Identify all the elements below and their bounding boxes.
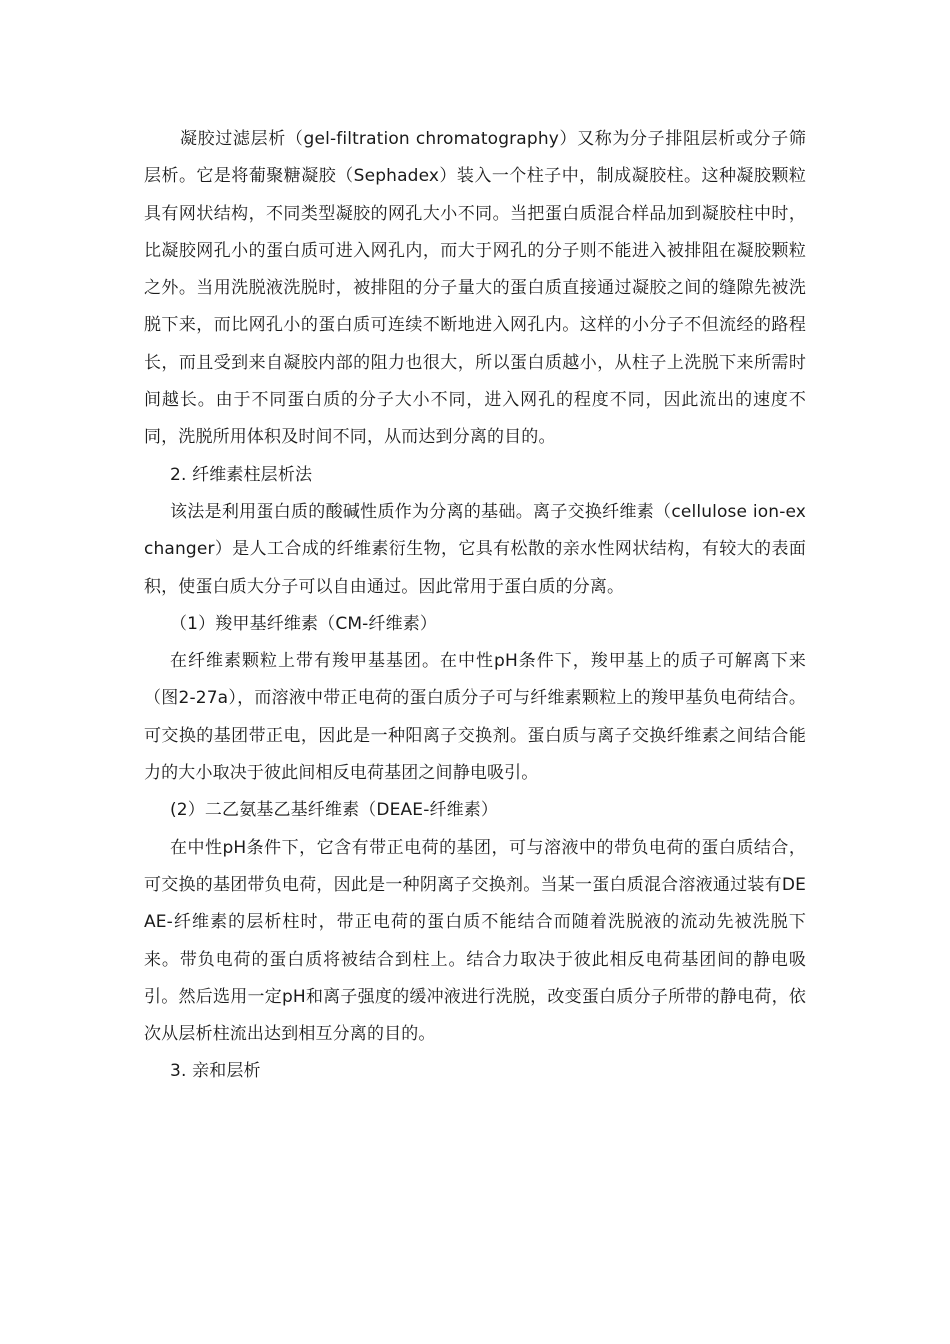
paragraph-gel-filtration: 凝胶过滤层析（gel-filtration chromatography）又称为分子排阻层析或分子筛层析。它是将葡聚糖凝胶（Sephadex）装入一个柱子中，制成凝胶柱。这种凝胶颗粒具有网状结构，不同类型凝胶的网孔大小不同。当把蛋白质混合样品加到凝胶柱中时，比凝胶网孔小的蛋白质可进入网孔内，而大于网孔的分子则不能进入被排阻在凝胶颗粒之外。当用洗脱液洗脱时，被排阻的分子量大的蛋白质直接通过凝胶之间的缝隙先被洗脱下来，而比网孔小的蛋白质可连续不断地进入网孔内。这样的小分子不但流经的路程长，而且受到来自凝胶内部的阻力也很大，所以蛋白质越小，从柱子上洗脱下来所需时间越长。由于不同蛋白质的分子大小不同，进入网孔的程度不同，因此流出的速度不同，洗脱所用体积及时间不同，从而达到分离的目的。 — [144, 129, 806, 448]
section-heading-cellulose-chromatography: 2. 纤维素柱层析法 — [170, 464, 313, 485]
subheading-cm-cellulose: （1）羧甲基纤维素（CM-纤维素） — [170, 613, 438, 634]
paragraph-ion-exchange-cellulose: 该法是利用蛋白质的酸碱性质作为分离的基础。离子交换纤维素（cellulose ion-exchanger）是人工合成的纤维素衍生物，它具有松散的亲水性网状结构，有较大的表面积，使蛋白质大分子可以自由通过。因此常用于蛋白质的分离。 — [144, 501, 806, 597]
subheading-deae-cellulose: (2）二乙氨基乙基纤维素（DEAE-纤维素） — [170, 800, 499, 821]
section-heading-affinity-chromatography: 3. 亲和层析 — [170, 1061, 261, 1082]
paragraph-deae-cellulose: 在中性pH条件下，它含有带正电荷的基团，可与溶液中的带负电荷的蛋白质结合，可交换的基团带负电荷，因此是一种阴离子交换剂。当某一蛋白质混合溶液通过装有DEAE-纤维素的层析柱时，带正电荷的蛋白质不能结合而随着洗脱液的流动先被洗脱下来。带负电荷的蛋白质将被结合到柱上。结合力取决于彼此相反电荷基团间的静电吸引。然后选用一定pH和离子强度的缓冲液进行洗脱，改变蛋白质分子所带的静电荷，依次从层析柱流出达到相互分离的目的。 — [144, 837, 806, 1045]
document-body — [144, 121, 806, 1091]
paragraph-cm-cellulose: 在纤维素颗粒上带有羧甲基基团。在中性pH条件下，羧甲基上的质子可解离下来（图2-27a），而溶液中带正电荷的蛋白质分子可与纤维素颗粒上的羧甲基负电荷结合。可交换的基团带正电，因此是一种阳离子交换剂。蛋白质与离子交换纤维素之间结合能力的大小取决于彼此间相反电荷基团之间静电吸引。 — [144, 651, 806, 784]
